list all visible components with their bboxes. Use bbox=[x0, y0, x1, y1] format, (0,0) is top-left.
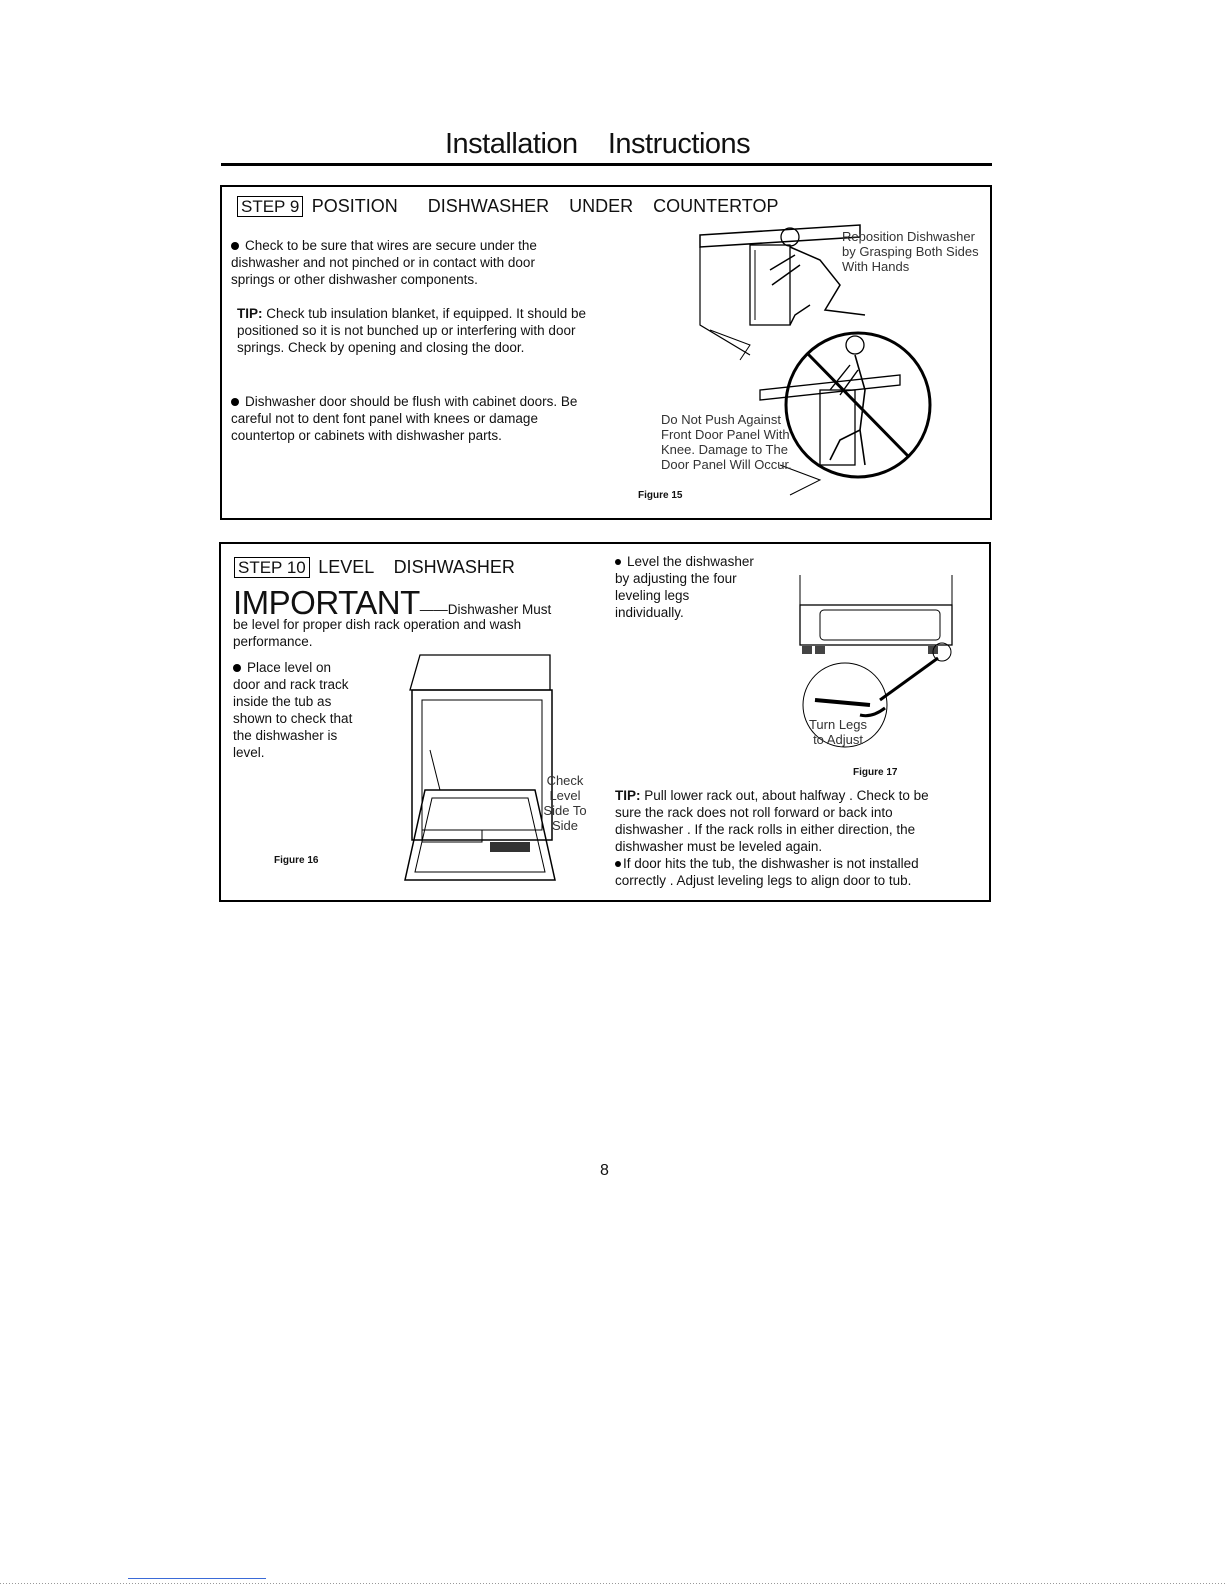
step9-bullet1 bbox=[231, 237, 581, 288]
step10-bullet1-text: Place level on door and rack track inside the tub as shown to check that the dishwasher is level. bbox=[233, 660, 353, 760]
title-rule bbox=[221, 163, 992, 166]
figure17-caption: Figure 17 bbox=[853, 767, 898, 778]
step10-header bbox=[234, 557, 515, 578]
step10-label: STEP 10 bbox=[234, 557, 310, 578]
callout-reposition: Reposition Dishwasher by Grasping Both Sides With Hands bbox=[842, 229, 979, 274]
step10-bullet2-text: Level the dishwasher by adjusting the four leveling legs individually. bbox=[615, 554, 754, 620]
bullet-icon bbox=[615, 559, 621, 565]
figure16-illustration bbox=[400, 650, 560, 885]
important-line bbox=[233, 586, 551, 620]
step9-tip-label: TIP: bbox=[237, 306, 263, 321]
step10-bullet3 bbox=[615, 855, 940, 889]
step10-bullet3-text: If door hits the tub, the dishwasher is not installed correctly . Adjust leveling legs to align door to tub. bbox=[615, 856, 919, 888]
bottom-dotted-border bbox=[0, 1583, 1225, 1584]
bullet-icon bbox=[233, 664, 241, 672]
bullet-icon bbox=[231, 398, 239, 406]
step9-bullet2-text: Dishwasher door should be flush with cabinet doors. Be careful not to dent font panel with knees or damage countertop or cabinets with dishwasher parts. bbox=[231, 394, 578, 443]
step10-heading: LEVEL DISHWASHER bbox=[318, 557, 515, 577]
bullet-icon bbox=[615, 861, 621, 867]
step9-label: STEP 9 bbox=[237, 196, 303, 217]
bullet-icon bbox=[231, 242, 239, 250]
scroll-indicator[interactable] bbox=[128, 1578, 266, 1579]
step10-tip-text: Pull lower rack out, about halfway . Check to be sure the rack does not roll forward or back into dishwasher . If the rack rolls in either direction, the dishwasher must be leveled again. bbox=[615, 788, 929, 854]
step10-bullet1 bbox=[233, 659, 358, 761]
step10-tip bbox=[615, 787, 935, 855]
figure16-caption: Figure 16 bbox=[274, 855, 319, 866]
step9-tip bbox=[237, 305, 587, 356]
figure15-caption: Figure 15 bbox=[638, 490, 683, 501]
important-continuation: be level for proper dish rack operation and wash performance. bbox=[233, 617, 522, 649]
step10-tip-label: TIP: bbox=[615, 788, 641, 803]
callout-do-not-push: Do Not Push Against Front Door Panel With Knee. Damage to The Door Panel Will Occur. bbox=[661, 412, 792, 472]
important-dash: —— bbox=[419, 601, 448, 617]
callout-check-level: Check Level Side To Side bbox=[543, 773, 587, 833]
page-title: Installation Instructions bbox=[445, 128, 751, 160]
step10-bullet2 bbox=[615, 553, 760, 621]
step9-header bbox=[237, 196, 778, 217]
callout-turn-legs: Turn Legs to Adjust bbox=[808, 717, 868, 747]
important-text: Dishwasher Must bbox=[447, 602, 552, 617]
step9-bullet2 bbox=[231, 393, 596, 444]
important-word: IMPORTANT bbox=[233, 584, 420, 621]
step9-tip-text: Check tub insulation blanket, if equipped. It should be positioned so it is not bunched up or interfering with door springs. Check by opening and closing the door. bbox=[237, 306, 586, 355]
page-number: 8 bbox=[600, 1162, 609, 1179]
step9-bullet1-text: Check to be sure that wires are secure under the dishwasher and not pinched or in contact with door springs or other dishwasher components. bbox=[231, 238, 537, 287]
step9-heading: POSITION DISHWASHER UNDER COUNTERTOP bbox=[311, 196, 779, 216]
